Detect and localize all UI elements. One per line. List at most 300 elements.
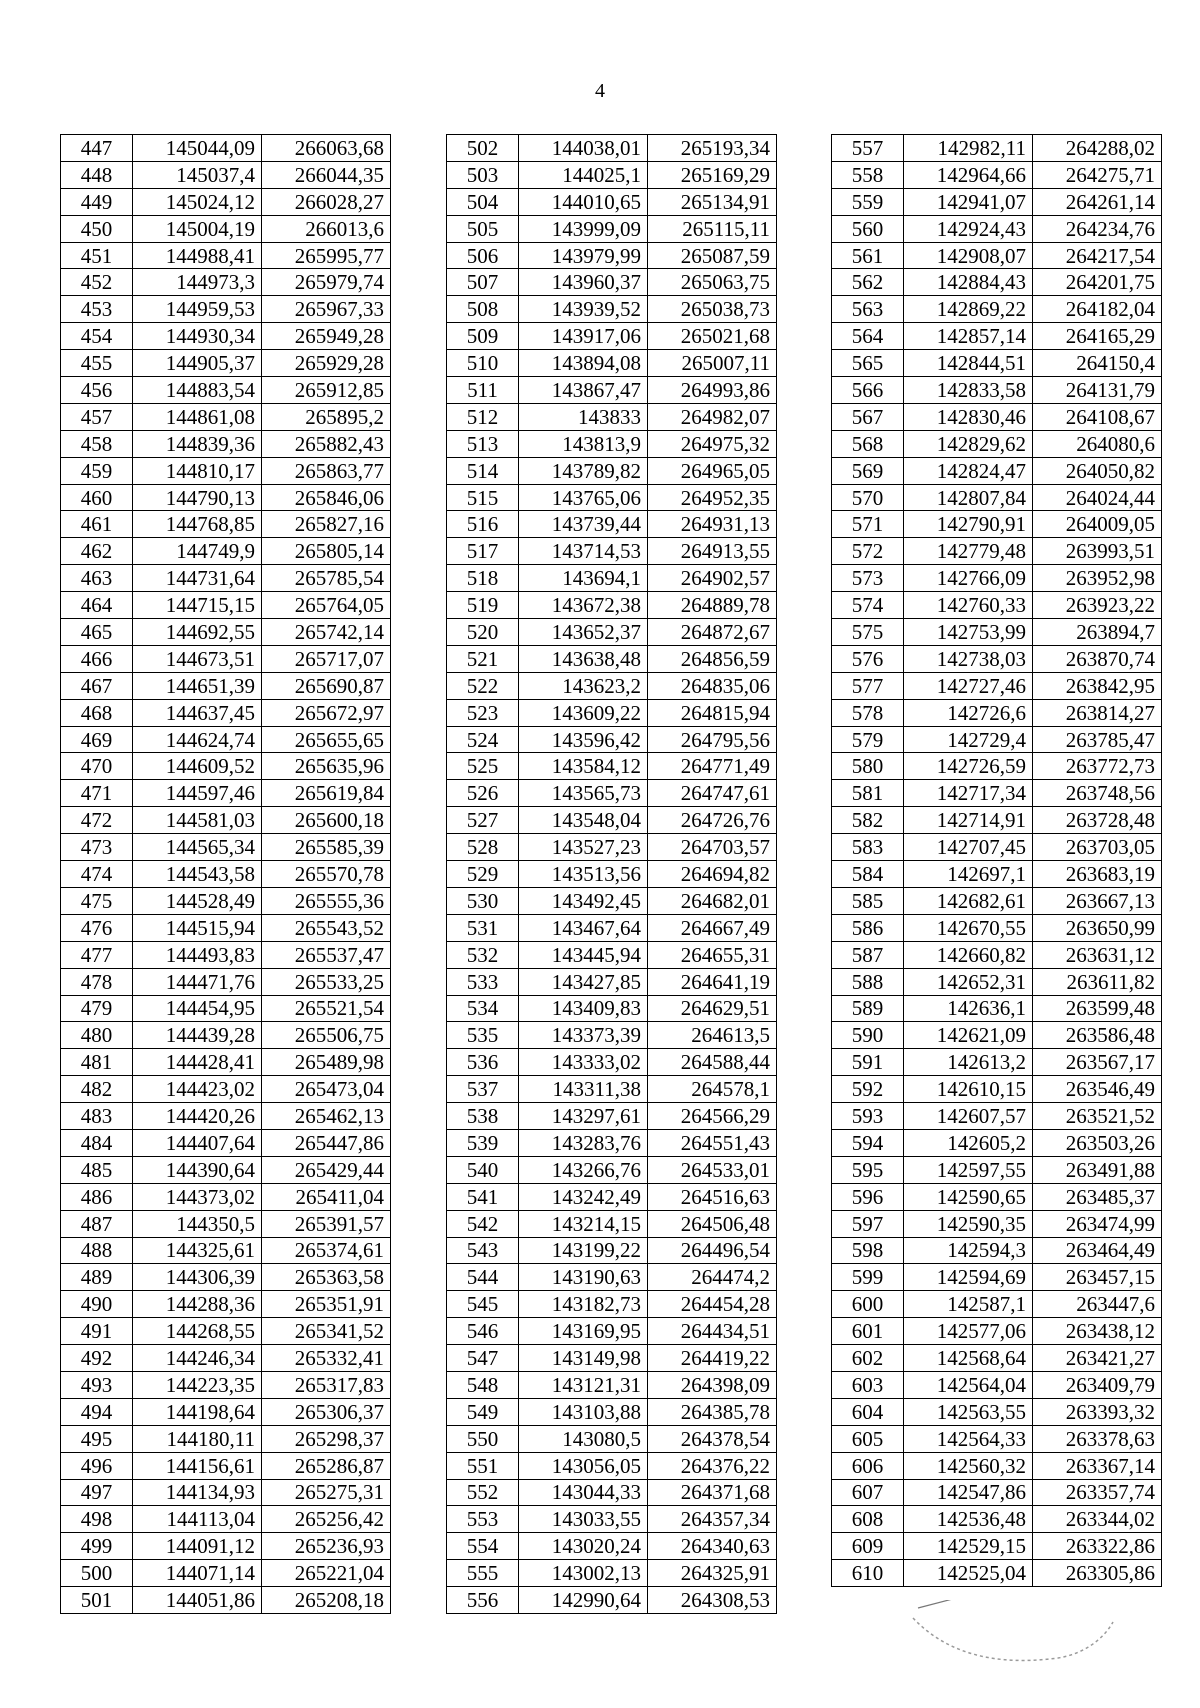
table-row <box>832 1398 1162 1425</box>
table-row <box>832 242 1162 269</box>
x-coordinate-cell: 142830,46 <box>904 403 1033 430</box>
x-coordinate-cell: 143513,56 <box>519 861 648 888</box>
table-row <box>61 1103 391 1130</box>
point-number-cell: 596 <box>832 1183 904 1210</box>
point-number-cell: 564 <box>832 323 904 350</box>
y-coordinate-cell: 265949,28 <box>262 323 391 350</box>
x-coordinate-cell: 142577,06 <box>904 1318 1033 1345</box>
y-coordinate-cell: 264496,54 <box>648 1237 777 1264</box>
y-coordinate-cell: 264682,01 <box>648 887 777 914</box>
table-row <box>447 592 777 619</box>
x-coordinate-cell: 143427,85 <box>519 968 648 995</box>
point-number-cell: 526 <box>447 780 519 807</box>
x-coordinate-cell: 145004,19 <box>133 215 262 242</box>
x-coordinate-cell: 144390,64 <box>133 1156 262 1183</box>
x-coordinate-cell: 143311,38 <box>519 1076 648 1103</box>
y-coordinate-cell: 265256,42 <box>262 1506 391 1533</box>
y-coordinate-cell: 263305,86 <box>1033 1560 1162 1587</box>
table-row <box>832 1210 1162 1237</box>
x-coordinate-cell: 144439,28 <box>133 1022 262 1049</box>
point-number-cell: 547 <box>447 1345 519 1372</box>
table-row <box>61 995 391 1022</box>
point-number-cell: 543 <box>447 1237 519 1264</box>
table-row <box>61 968 391 995</box>
point-number-cell: 559 <box>832 188 904 215</box>
point-number-cell: 520 <box>447 619 519 646</box>
table-row <box>61 1210 391 1237</box>
y-coordinate-cell: 264376,22 <box>648 1452 777 1479</box>
y-coordinate-cell: 263378,63 <box>1033 1425 1162 1452</box>
table-row <box>447 1452 777 1479</box>
y-coordinate-cell: 265038,73 <box>648 296 777 323</box>
y-coordinate-cell: 265341,52 <box>262 1318 391 1345</box>
point-number-cell: 529 <box>447 861 519 888</box>
point-number-cell: 451 <box>61 242 133 269</box>
point-number-cell: 515 <box>447 484 519 511</box>
y-coordinate-cell: 263474,99 <box>1033 1210 1162 1237</box>
x-coordinate-cell: 143409,83 <box>519 995 648 1022</box>
table-row <box>61 1345 391 1372</box>
point-number-cell: 527 <box>447 807 519 834</box>
y-coordinate-cell: 265555,36 <box>262 887 391 914</box>
x-coordinate-cell: 145037,4 <box>133 161 262 188</box>
point-number-cell: 472 <box>61 807 133 834</box>
x-coordinate-cell: 143080,5 <box>519 1425 648 1452</box>
table-row <box>61 1398 391 1425</box>
y-coordinate-cell: 265462,13 <box>262 1103 391 1130</box>
y-coordinate-cell: 265882,43 <box>262 430 391 457</box>
table-body <box>61 135 391 1614</box>
x-coordinate-cell: 143033,55 <box>519 1506 648 1533</box>
point-number-cell: 609 <box>832 1533 904 1560</box>
point-number-cell: 478 <box>61 968 133 995</box>
point-number-cell: 484 <box>61 1129 133 1156</box>
table-row <box>447 565 777 592</box>
table-row <box>447 484 777 511</box>
point-number-cell: 522 <box>447 672 519 699</box>
table-row <box>447 215 777 242</box>
table-row <box>832 1452 1162 1479</box>
y-coordinate-cell: 264588,44 <box>648 1049 777 1076</box>
point-number-cell: 491 <box>61 1318 133 1345</box>
point-number-cell: 550 <box>447 1425 519 1452</box>
y-coordinate-cell: 265193,34 <box>648 135 777 162</box>
point-number-cell: 467 <box>61 672 133 699</box>
y-coordinate-cell: 266013,6 <box>262 215 391 242</box>
x-coordinate-cell: 143960,37 <box>519 269 648 296</box>
table-row <box>61 511 391 538</box>
x-coordinate-cell: 144883,54 <box>133 377 262 404</box>
table-row <box>832 1103 1162 1130</box>
x-coordinate-cell: 143373,39 <box>519 1022 648 1049</box>
x-coordinate-cell: 142564,04 <box>904 1371 1033 1398</box>
y-coordinate-cell: 263464,49 <box>1033 1237 1162 1264</box>
table-row <box>447 350 777 377</box>
point-number-cell: 593 <box>832 1103 904 1130</box>
y-coordinate-cell: 265332,41 <box>262 1345 391 1372</box>
x-coordinate-cell: 142563,55 <box>904 1398 1033 1425</box>
y-coordinate-cell: 263409,79 <box>1033 1371 1162 1398</box>
table-row <box>447 619 777 646</box>
point-number-cell: 509 <box>447 323 519 350</box>
table-row <box>832 619 1162 646</box>
x-coordinate-cell: 144420,26 <box>133 1103 262 1130</box>
y-coordinate-cell: 263457,15 <box>1033 1264 1162 1291</box>
y-coordinate-cell: 265506,75 <box>262 1022 391 1049</box>
x-coordinate-cell: 144223,35 <box>133 1371 262 1398</box>
x-coordinate-cell: 143149,98 <box>519 1345 648 1372</box>
point-number-cell: 556 <box>447 1587 519 1614</box>
y-coordinate-cell: 263667,13 <box>1033 887 1162 914</box>
point-number-cell: 586 <box>832 914 904 941</box>
x-coordinate-cell: 144268,55 <box>133 1318 262 1345</box>
y-coordinate-cell: 264655,31 <box>648 941 777 968</box>
x-coordinate-cell: 144597,46 <box>133 780 262 807</box>
table-row <box>447 726 777 753</box>
y-coordinate-cell: 265929,28 <box>262 350 391 377</box>
x-coordinate-cell: 144025,1 <box>519 161 648 188</box>
point-number-cell: 474 <box>61 861 133 888</box>
table-row <box>61 1560 391 1587</box>
point-number-cell: 557 <box>832 135 904 162</box>
y-coordinate-cell: 265655,65 <box>262 726 391 753</box>
y-coordinate-cell: 265411,04 <box>262 1183 391 1210</box>
y-coordinate-cell: 264275,71 <box>1033 161 1162 188</box>
table-row <box>61 834 391 861</box>
x-coordinate-cell: 144731,64 <box>133 565 262 592</box>
point-number-cell: 554 <box>447 1533 519 1560</box>
x-coordinate-cell: 144528,49 <box>133 887 262 914</box>
y-coordinate-cell: 264385,78 <box>648 1398 777 1425</box>
x-coordinate-cell: 142660,82 <box>904 941 1033 968</box>
y-coordinate-cell: 265979,74 <box>262 269 391 296</box>
table-row <box>447 403 777 430</box>
x-coordinate-cell: 142869,22 <box>904 296 1033 323</box>
table-row <box>447 645 777 672</box>
y-coordinate-cell: 264357,34 <box>648 1506 777 1533</box>
table-body <box>832 135 1162 1587</box>
y-coordinate-cell: 265533,25 <box>262 968 391 995</box>
table-row <box>447 1291 777 1318</box>
table-row <box>832 1022 1162 1049</box>
point-number-cell: 558 <box>832 161 904 188</box>
x-coordinate-cell: 143548,04 <box>519 807 648 834</box>
table-row <box>832 861 1162 888</box>
y-coordinate-cell: 265995,77 <box>262 242 391 269</box>
x-coordinate-cell: 144407,64 <box>133 1129 262 1156</box>
x-coordinate-cell: 142924,43 <box>904 215 1033 242</box>
y-coordinate-cell: 264165,29 <box>1033 323 1162 350</box>
table-row <box>447 430 777 457</box>
table-row <box>832 1183 1162 1210</box>
y-coordinate-cell: 265785,54 <box>262 565 391 592</box>
y-coordinate-cell: 264578,1 <box>648 1076 777 1103</box>
x-coordinate-cell: 143492,45 <box>519 887 648 914</box>
table-row <box>61 887 391 914</box>
table-row <box>61 699 391 726</box>
table-row <box>447 914 777 941</box>
point-number-cell: 582 <box>832 807 904 834</box>
point-number-cell: 516 <box>447 511 519 538</box>
table-row <box>447 941 777 968</box>
x-coordinate-cell: 144565,34 <box>133 834 262 861</box>
point-number-cell: 552 <box>447 1479 519 1506</box>
point-number-cell: 575 <box>832 619 904 646</box>
point-number-cell: 567 <box>832 403 904 430</box>
table-row <box>832 1533 1162 1560</box>
x-coordinate-cell: 144581,03 <box>133 807 262 834</box>
point-number-cell: 475 <box>61 887 133 914</box>
x-coordinate-cell: 143833 <box>519 403 648 430</box>
y-coordinate-cell: 264856,59 <box>648 645 777 672</box>
table-row <box>832 215 1162 242</box>
x-coordinate-cell: 143190,63 <box>519 1264 648 1291</box>
table-row <box>447 1345 777 1372</box>
x-coordinate-cell: 142779,48 <box>904 538 1033 565</box>
y-coordinate-cell: 264913,55 <box>648 538 777 565</box>
y-coordinate-cell: 264434,51 <box>648 1318 777 1345</box>
point-number-cell: 469 <box>61 726 133 753</box>
y-coordinate-cell: 264931,13 <box>648 511 777 538</box>
point-number-cell: 471 <box>61 780 133 807</box>
y-coordinate-cell: 265742,14 <box>262 619 391 646</box>
x-coordinate-cell: 145044,09 <box>133 135 262 162</box>
x-coordinate-cell: 142707,45 <box>904 834 1033 861</box>
table-row <box>447 968 777 995</box>
table-row <box>447 188 777 215</box>
table-row <box>832 403 1162 430</box>
table-row <box>447 1479 777 1506</box>
x-coordinate-cell: 142605,2 <box>904 1129 1033 1156</box>
x-coordinate-cell: 144134,93 <box>133 1479 262 1506</box>
table-row <box>832 511 1162 538</box>
table-row <box>447 1156 777 1183</box>
y-coordinate-cell: 265221,04 <box>262 1560 391 1587</box>
point-number-cell: 480 <box>61 1022 133 1049</box>
table-row <box>447 296 777 323</box>
y-coordinate-cell: 265236,93 <box>262 1533 391 1560</box>
y-coordinate-cell: 264533,01 <box>648 1156 777 1183</box>
x-coordinate-cell: 142964,66 <box>904 161 1033 188</box>
y-coordinate-cell: 263491,88 <box>1033 1156 1162 1183</box>
point-number-cell: 573 <box>832 565 904 592</box>
y-coordinate-cell: 265537,47 <box>262 941 391 968</box>
x-coordinate-cell: 144471,76 <box>133 968 262 995</box>
point-number-cell: 591 <box>832 1049 904 1076</box>
y-coordinate-cell: 265600,18 <box>262 807 391 834</box>
y-coordinate-cell: 264815,94 <box>648 699 777 726</box>
point-number-cell: 450 <box>61 215 133 242</box>
point-number-cell: 517 <box>447 538 519 565</box>
x-coordinate-cell: 142564,33 <box>904 1425 1033 1452</box>
table-row <box>61 1506 391 1533</box>
x-coordinate-cell: 144156,61 <box>133 1452 262 1479</box>
table-row <box>832 1479 1162 1506</box>
point-number-cell: 496 <box>61 1452 133 1479</box>
x-coordinate-cell: 143999,09 <box>519 215 648 242</box>
y-coordinate-cell: 265895,2 <box>262 403 391 430</box>
point-number-cell: 607 <box>832 1479 904 1506</box>
x-coordinate-cell: 144325,61 <box>133 1237 262 1264</box>
point-number-cell: 595 <box>832 1156 904 1183</box>
x-coordinate-cell: 144010,65 <box>519 188 648 215</box>
point-number-cell: 551 <box>447 1452 519 1479</box>
y-coordinate-cell: 265489,98 <box>262 1049 391 1076</box>
table-row <box>447 834 777 861</box>
point-number-cell: 540 <box>447 1156 519 1183</box>
x-coordinate-cell: 143020,24 <box>519 1533 648 1560</box>
point-number-cell: 563 <box>832 296 904 323</box>
x-coordinate-cell: 142613,2 <box>904 1049 1033 1076</box>
y-coordinate-cell: 265690,87 <box>262 672 391 699</box>
table-row <box>447 1506 777 1533</box>
table-row <box>61 753 391 780</box>
y-coordinate-cell: 264217,54 <box>1033 242 1162 269</box>
point-number-cell: 479 <box>61 995 133 1022</box>
point-number-cell: 577 <box>832 672 904 699</box>
y-coordinate-cell: 263344,02 <box>1033 1506 1162 1533</box>
table-row <box>61 1452 391 1479</box>
point-number-cell: 468 <box>61 699 133 726</box>
table-row <box>832 807 1162 834</box>
x-coordinate-cell: 143672,38 <box>519 592 648 619</box>
table-row <box>447 1425 777 1452</box>
y-coordinate-cell: 263599,48 <box>1033 995 1162 1022</box>
y-coordinate-cell: 264694,82 <box>648 861 777 888</box>
table-row <box>832 1345 1162 1372</box>
table-row <box>61 1318 391 1345</box>
x-coordinate-cell: 144113,04 <box>133 1506 262 1533</box>
point-number-cell: 524 <box>447 726 519 753</box>
y-coordinate-cell: 264551,43 <box>648 1129 777 1156</box>
table-row <box>447 672 777 699</box>
point-number-cell: 561 <box>832 242 904 269</box>
y-coordinate-cell: 263357,74 <box>1033 1479 1162 1506</box>
x-coordinate-cell: 144543,58 <box>133 861 262 888</box>
point-number-cell: 560 <box>832 215 904 242</box>
table-row <box>61 1587 391 1614</box>
point-number-cell: 459 <box>61 457 133 484</box>
x-coordinate-cell: 143242,49 <box>519 1183 648 1210</box>
table-body <box>447 135 777 1614</box>
x-coordinate-cell: 143214,15 <box>519 1210 648 1237</box>
y-coordinate-cell: 265021,68 <box>648 323 777 350</box>
y-coordinate-cell: 264965,05 <box>648 457 777 484</box>
table-row <box>832 1560 1162 1587</box>
table-row <box>832 430 1162 457</box>
x-coordinate-cell: 144930,34 <box>133 323 262 350</box>
point-number-cell: 580 <box>832 753 904 780</box>
point-number-cell: 562 <box>832 269 904 296</box>
x-coordinate-cell: 142790,91 <box>904 511 1033 538</box>
point-number-cell: 511 <box>447 377 519 404</box>
x-coordinate-cell: 143694,1 <box>519 565 648 592</box>
table-row <box>447 1129 777 1156</box>
point-number-cell: 555 <box>447 1560 519 1587</box>
x-coordinate-cell: 142590,35 <box>904 1210 1033 1237</box>
point-number-cell: 502 <box>447 135 519 162</box>
y-coordinate-cell: 264629,51 <box>648 995 777 1022</box>
point-number-cell: 549 <box>447 1398 519 1425</box>
table-row <box>61 1129 391 1156</box>
x-coordinate-cell: 144624,74 <box>133 726 262 753</box>
x-coordinate-cell: 143527,23 <box>519 834 648 861</box>
y-coordinate-cell: 265585,39 <box>262 834 391 861</box>
table-row <box>61 941 391 968</box>
y-coordinate-cell: 265363,58 <box>262 1264 391 1291</box>
page-number: 4 <box>595 80 605 102</box>
y-coordinate-cell: 265473,04 <box>262 1076 391 1103</box>
point-number-cell: 594 <box>832 1129 904 1156</box>
point-number-cell: 519 <box>447 592 519 619</box>
x-coordinate-cell: 144038,01 <box>519 135 648 162</box>
x-coordinate-cell: 144515,94 <box>133 914 262 941</box>
point-number-cell: 513 <box>447 430 519 457</box>
table-row <box>61 484 391 511</box>
x-coordinate-cell: 142726,59 <box>904 753 1033 780</box>
x-coordinate-cell: 144959,53 <box>133 296 262 323</box>
y-coordinate-cell: 264325,91 <box>648 1560 777 1587</box>
point-number-cell: 600 <box>832 1291 904 1318</box>
x-coordinate-cell: 144973,3 <box>133 269 262 296</box>
x-coordinate-cell: 143894,08 <box>519 350 648 377</box>
x-coordinate-cell: 142727,46 <box>904 672 1033 699</box>
table-row <box>447 807 777 834</box>
y-coordinate-cell: 264835,06 <box>648 672 777 699</box>
point-number-cell: 553 <box>447 1506 519 1533</box>
point-number-cell: 456 <box>61 377 133 404</box>
table-row <box>61 430 391 457</box>
table-row <box>61 1371 391 1398</box>
y-coordinate-cell: 265521,54 <box>262 995 391 1022</box>
x-coordinate-cell: 142807,84 <box>904 484 1033 511</box>
x-coordinate-cell: 142621,09 <box>904 1022 1033 1049</box>
point-number-cell: 506 <box>447 242 519 269</box>
table-row <box>447 1533 777 1560</box>
x-coordinate-cell: 143765,06 <box>519 484 648 511</box>
point-number-cell: 460 <box>61 484 133 511</box>
point-number-cell: 489 <box>61 1264 133 1291</box>
point-number-cell: 565 <box>832 350 904 377</box>
y-coordinate-cell: 263421,27 <box>1033 1345 1162 1372</box>
point-number-cell: 483 <box>61 1103 133 1130</box>
table-row <box>832 135 1162 162</box>
x-coordinate-cell: 143266,76 <box>519 1156 648 1183</box>
table-row <box>61 1076 391 1103</box>
table-row <box>61 457 391 484</box>
point-number-cell: 538 <box>447 1103 519 1130</box>
y-coordinate-cell: 264516,63 <box>648 1183 777 1210</box>
y-coordinate-cell: 265805,14 <box>262 538 391 565</box>
x-coordinate-cell: 142990,64 <box>519 1587 648 1614</box>
y-coordinate-cell: 265570,78 <box>262 861 391 888</box>
y-coordinate-cell: 265298,37 <box>262 1425 391 1452</box>
table-row <box>61 1022 391 1049</box>
table-row <box>61 1425 391 1452</box>
x-coordinate-cell: 144350,5 <box>133 1210 262 1237</box>
point-number-cell: 497 <box>61 1479 133 1506</box>
x-coordinate-cell: 144246,34 <box>133 1345 262 1372</box>
x-coordinate-cell: 144493,83 <box>133 941 262 968</box>
y-coordinate-cell: 263703,05 <box>1033 834 1162 861</box>
y-coordinate-cell: 264150,4 <box>1033 350 1162 377</box>
point-number-cell: 488 <box>61 1237 133 1264</box>
table-row <box>61 726 391 753</box>
table-row <box>832 1291 1162 1318</box>
point-number-cell: 610 <box>832 1560 904 1587</box>
table-row <box>832 645 1162 672</box>
y-coordinate-cell: 263894,7 <box>1033 619 1162 646</box>
